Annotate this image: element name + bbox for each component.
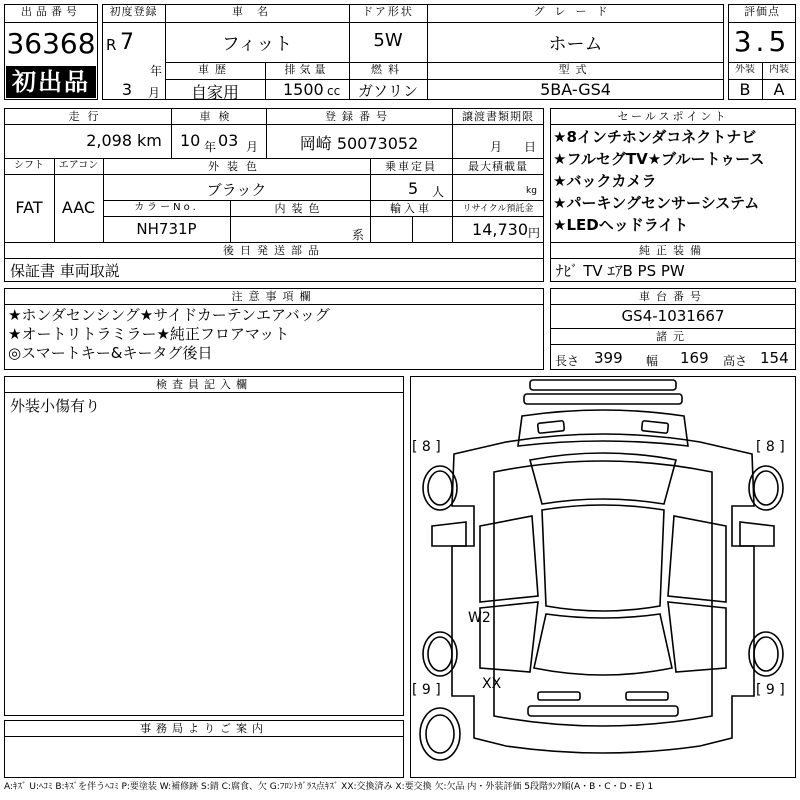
- score: 3.5: [733, 25, 791, 58]
- exterior-grade: B: [739, 80, 751, 99]
- sales-points-list: [553, 126, 795, 236]
- capacity-unit: 人: [432, 185, 445, 199]
- ext-color: ブラック: [206, 181, 267, 199]
- mileage-label: 走行: [68, 110, 107, 123]
- mileage-unit: km: [137, 131, 162, 150]
- transfer-month-unit: 月: [490, 140, 503, 154]
- inspection-month-unit: 月: [246, 140, 259, 154]
- standard-equipment-label: 純正装備: [639, 244, 707, 257]
- length-label: 長さ: [555, 354, 580, 368]
- transfer-day-unit: 日: [524, 140, 537, 154]
- displacement-label: 排気量: [284, 63, 330, 76]
- inspection-month: 03: [218, 131, 239, 150]
- notes-label: 注意事項欄: [231, 290, 317, 303]
- inspection-year: 10: [180, 131, 201, 150]
- door: 5W: [373, 30, 403, 51]
- inspector-comment: 外装小傷有り: [10, 397, 101, 415]
- damage-mark-w2: W2: [468, 610, 491, 626]
- color-no: NH731P: [136, 220, 197, 238]
- score-label: 評価点: [744, 5, 780, 18]
- sales-point-item: ★フルセグTV★ブルートゥース: [553, 150, 765, 168]
- plate: 岡崎 50073052: [299, 134, 419, 153]
- office-label: 事務局よりご案内: [140, 722, 268, 735]
- history: 自家用: [190, 83, 239, 102]
- tire-tread-rear-right: [ 9 ]: [756, 682, 785, 698]
- ext-color-label: 外装色: [208, 160, 265, 173]
- notes-line: ◎スマートキー&キータグ後日: [8, 344, 213, 362]
- exterior-label: 外装: [735, 64, 755, 75]
- sales-point-item: ★8インチホンダコネクトナビ: [553, 128, 757, 146]
- displacement: 1500: [283, 80, 324, 99]
- standard-equipment: ﾅﾋﾞ TV ｴｱB PS PW: [556, 262, 685, 280]
- later-parts: 保証書 車両取説: [10, 262, 120, 280]
- damage-mark-xx: XX: [482, 676, 502, 692]
- sales-points-label: セールスポイント: [617, 110, 729, 123]
- recycle-label: リサイクル預託金: [462, 204, 534, 214]
- grade-label: グレード: [533, 5, 618, 18]
- model: 5BA-GS4: [540, 80, 611, 99]
- inspector-label: 検査員記入欄: [156, 378, 252, 391]
- first-reg-year: 7: [120, 30, 134, 55]
- import-label: 輸入車: [390, 202, 432, 215]
- tire-tread-front-left: [ 8 ]: [412, 439, 441, 455]
- aircon: AAC: [61, 198, 96, 217]
- interior-label: 内装: [769, 64, 789, 75]
- int-color-unit: 系: [352, 228, 365, 242]
- notes-line: ★オートリトラミラー★純正フロアマット: [8, 325, 290, 343]
- car-name: フィット: [221, 34, 293, 55]
- shift-label: シフト: [14, 160, 44, 171]
- max-load-label: 最大積載量: [468, 160, 528, 173]
- inspection-year-unit: 年: [204, 140, 217, 154]
- sales-point-item: ★パーキングセンサーシステム: [553, 194, 760, 212]
- height-label: 高さ: [723, 354, 748, 368]
- mileage: 2,098: [86, 131, 132, 150]
- tire-tread-front-right: [ 8 ]: [756, 439, 785, 455]
- chassis-number: GS4-1031667: [621, 307, 725, 325]
- car-diagram: [410, 376, 796, 778]
- length: 399: [594, 349, 623, 367]
- car-name-label: 車名: [232, 5, 282, 18]
- lot-number: 36368: [6, 27, 96, 60]
- tire-tread-rear-left: [ 9 ]: [412, 682, 441, 698]
- damage-legend: A:ｷｽﾞ U:ﾍｺﾐ B:ｷｽﾞを伴うﾍｺﾐ P:要塗装 W:補修跡 S:錆 C:腐食、欠 G:ﾌﾛﾝﾄｶﾞﾗｽ点ｷｽﾞ XX:交換済み X:要交換 欠:欠品 内・外装評価 5段階ﾗﾝｸ順(A・B・C・D・E) 1: [4, 782, 654, 792]
- displacement-unit: cc: [327, 84, 341, 98]
- year-unit: 年: [150, 64, 163, 78]
- interior-grade: A: [773, 80, 785, 99]
- recycle: 14,730: [472, 220, 528, 239]
- door-label: ドア形状: [362, 5, 414, 18]
- first-reg-label: 初度登録: [109, 5, 158, 18]
- first-reg-era: R: [106, 36, 117, 54]
- history-label: 車歴: [198, 63, 232, 76]
- chassis-label: 車台番号: [639, 290, 707, 303]
- dims-label: 諸元: [656, 330, 690, 343]
- notes-line: ★ホンダセンシング★サイドカーテンエアバッグ: [8, 306, 330, 324]
- max-load-unit: kg: [526, 186, 537, 196]
- color-no-label: カラーNo.: [134, 202, 199, 213]
- aircon-label: エアコン: [58, 160, 99, 171]
- width: 169: [680, 349, 709, 367]
- fuel-label: 燃料: [371, 63, 405, 76]
- grade: ホーム: [548, 34, 603, 55]
- model-label: 型式: [558, 63, 593, 76]
- month-unit: 月: [148, 86, 161, 100]
- capacity-label: 乗車定員: [385, 160, 437, 173]
- transfer-label: 譲渡書類期限: [462, 110, 534, 123]
- notes-list: [8, 306, 542, 363]
- fuel: ガソリン: [357, 82, 418, 100]
- width-label: 幅: [646, 354, 659, 368]
- inspection-label: 車検: [199, 110, 238, 123]
- height: 154: [760, 349, 789, 367]
- later-parts-label: 後日発送部品: [223, 244, 325, 257]
- shift: FAT: [15, 198, 43, 217]
- first-reg-month: 3: [121, 80, 133, 99]
- inspector-box: [4, 376, 404, 716]
- recycle-unit: 円: [528, 226, 541, 240]
- first-listing-badge: 初出品: [6, 66, 96, 98]
- sales-point-item: ★LEDヘッドライト: [553, 216, 689, 234]
- plate-label: 登録番号: [325, 110, 393, 123]
- lot-number-label: 出品番号: [21, 5, 81, 18]
- sales-point-item: ★バックカメラ: [553, 172, 657, 190]
- int-color-label: 内装色: [274, 202, 326, 215]
- capacity: 5: [408, 179, 419, 198]
